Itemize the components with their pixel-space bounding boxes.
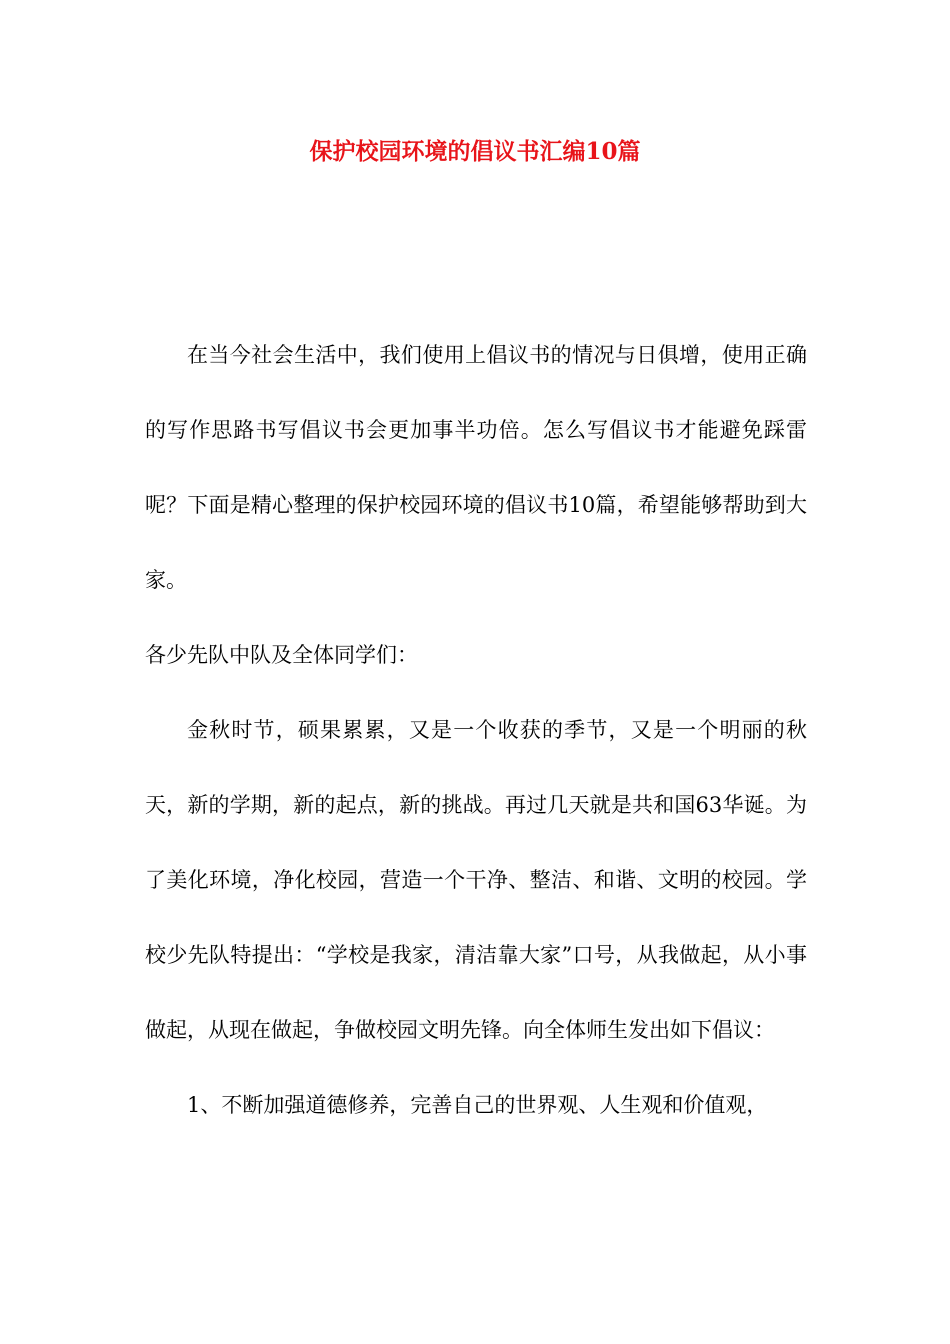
- intro-paragraph: 在当今社会生活中，我们使用上倡议书的情况与日俱增，使用正确的写作思路书写倡议书会更加事半功倍。怎么写倡议书才能避免踩雷呢？下面是精心整理的保护校园环境的倡议书10篇，希望能够帮助到大家。: [145, 343, 807, 592]
- salutation-paragraph: 各少先队中队及全体同学们：: [145, 643, 418, 667]
- body-paragraph: 金秋时节，硕果累累，又是一个收获的季节，又是一个明丽的秋天，新的学期，新的起点，新的挑战。再过几天就是共和国63华诞。为了美化环境，净化校园，营造一个干净、整洁、和谐、文明的校园。学校少先队特提出：“学校是我家，清洁靠大家”口号，从我做起，从小事做起，从现在做起，争做校园文明先锋。向全体师生发出如下倡议：: [145, 718, 807, 1042]
- proposal-item-1: 1、不断加强道德修养，完善自己的世界观、人生观和价值观，: [187, 1093, 768, 1117]
- document-title: 保护校园环境的倡议书汇编10篇: [309, 138, 641, 165]
- document-body: [145, 318, 807, 1143]
